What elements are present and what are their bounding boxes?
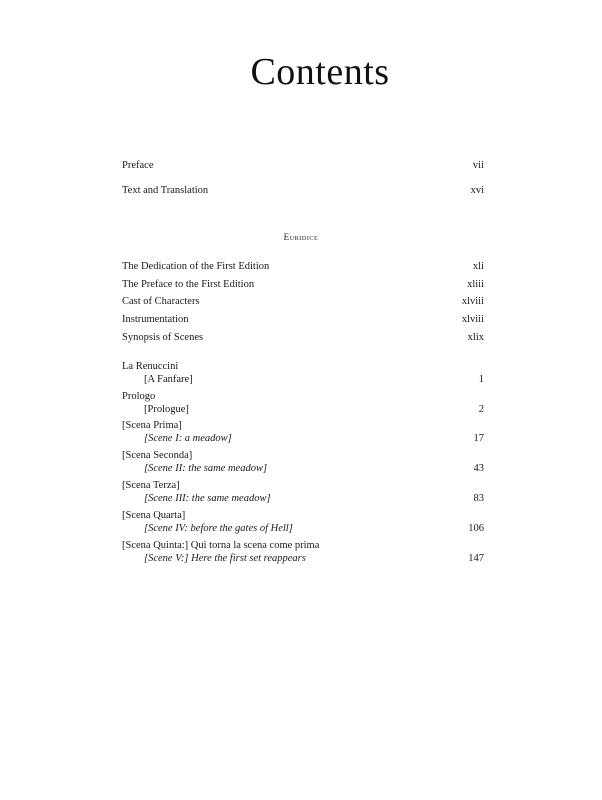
toc-page-number: xli [472, 261, 484, 272]
toc-page-number: 43 [473, 463, 484, 474]
toc-entry-label: The Dedication of the First Edition [122, 261, 270, 272]
toc-entry-label: [Scena Quarta] [122, 510, 186, 521]
page-title: Contents [250, 51, 390, 93]
toc-page-number: xlviii [461, 296, 484, 307]
toc-entry-label: [Scena Quinta:] Qui torna la scena come prima [122, 540, 320, 551]
toc-page-number: 1 [478, 374, 484, 385]
toc-page-number: 17 [473, 433, 484, 444]
toc-subentry-label: [A Fanfare] [144, 374, 193, 385]
toc-subentry-label: [Prologue] [144, 404, 189, 415]
toc-entry-label: [Scena Seconda] [122, 450, 193, 461]
toc-entry-label: Text and Translation [122, 185, 209, 196]
toc-subentry-label: [Scene IV: before the gates of Hell] [144, 523, 293, 534]
toc-subentry-label: [Scene II: the same meadow] [144, 463, 268, 474]
toc-page-number: 106 [468, 523, 484, 534]
toc-entry-label: Prologo [122, 391, 156, 402]
toc-subentry-label: [Scene V:] Here the first set reappears [144, 553, 306, 564]
toc-subentry-label: [Scene I: a meadow] [144, 433, 232, 444]
toc-entry-label: [Scena Terza] [122, 480, 180, 491]
toc-entry-label: The Preface to the First Edition [122, 279, 255, 290]
toc-page-number: 147 [468, 553, 484, 564]
section-heading: Euridice [283, 232, 319, 242]
toc-page-number: 2 [478, 404, 484, 415]
toc-entry-label: Cast of Characters [122, 296, 200, 307]
toc-entry-label: Preface [122, 160, 154, 171]
toc-entry-label: Synopsis of Scenes [122, 332, 204, 343]
toc-page-number: xvi [470, 185, 484, 196]
toc-page-number: vii [472, 160, 484, 171]
toc-entry-label: [Scena Prima] [122, 420, 182, 431]
toc-entry-label: La Renuccini [122, 361, 179, 372]
toc-page-number: 83 [473, 493, 484, 504]
toc-entry-label: Instrumentation [122, 314, 189, 325]
toc-page-number: xlviii [461, 314, 484, 325]
toc-subentry-label: [Scene III: the same meadow] [144, 493, 271, 504]
toc-page-number: xlix [467, 332, 484, 343]
toc-page-number: xliii [467, 279, 484, 290]
